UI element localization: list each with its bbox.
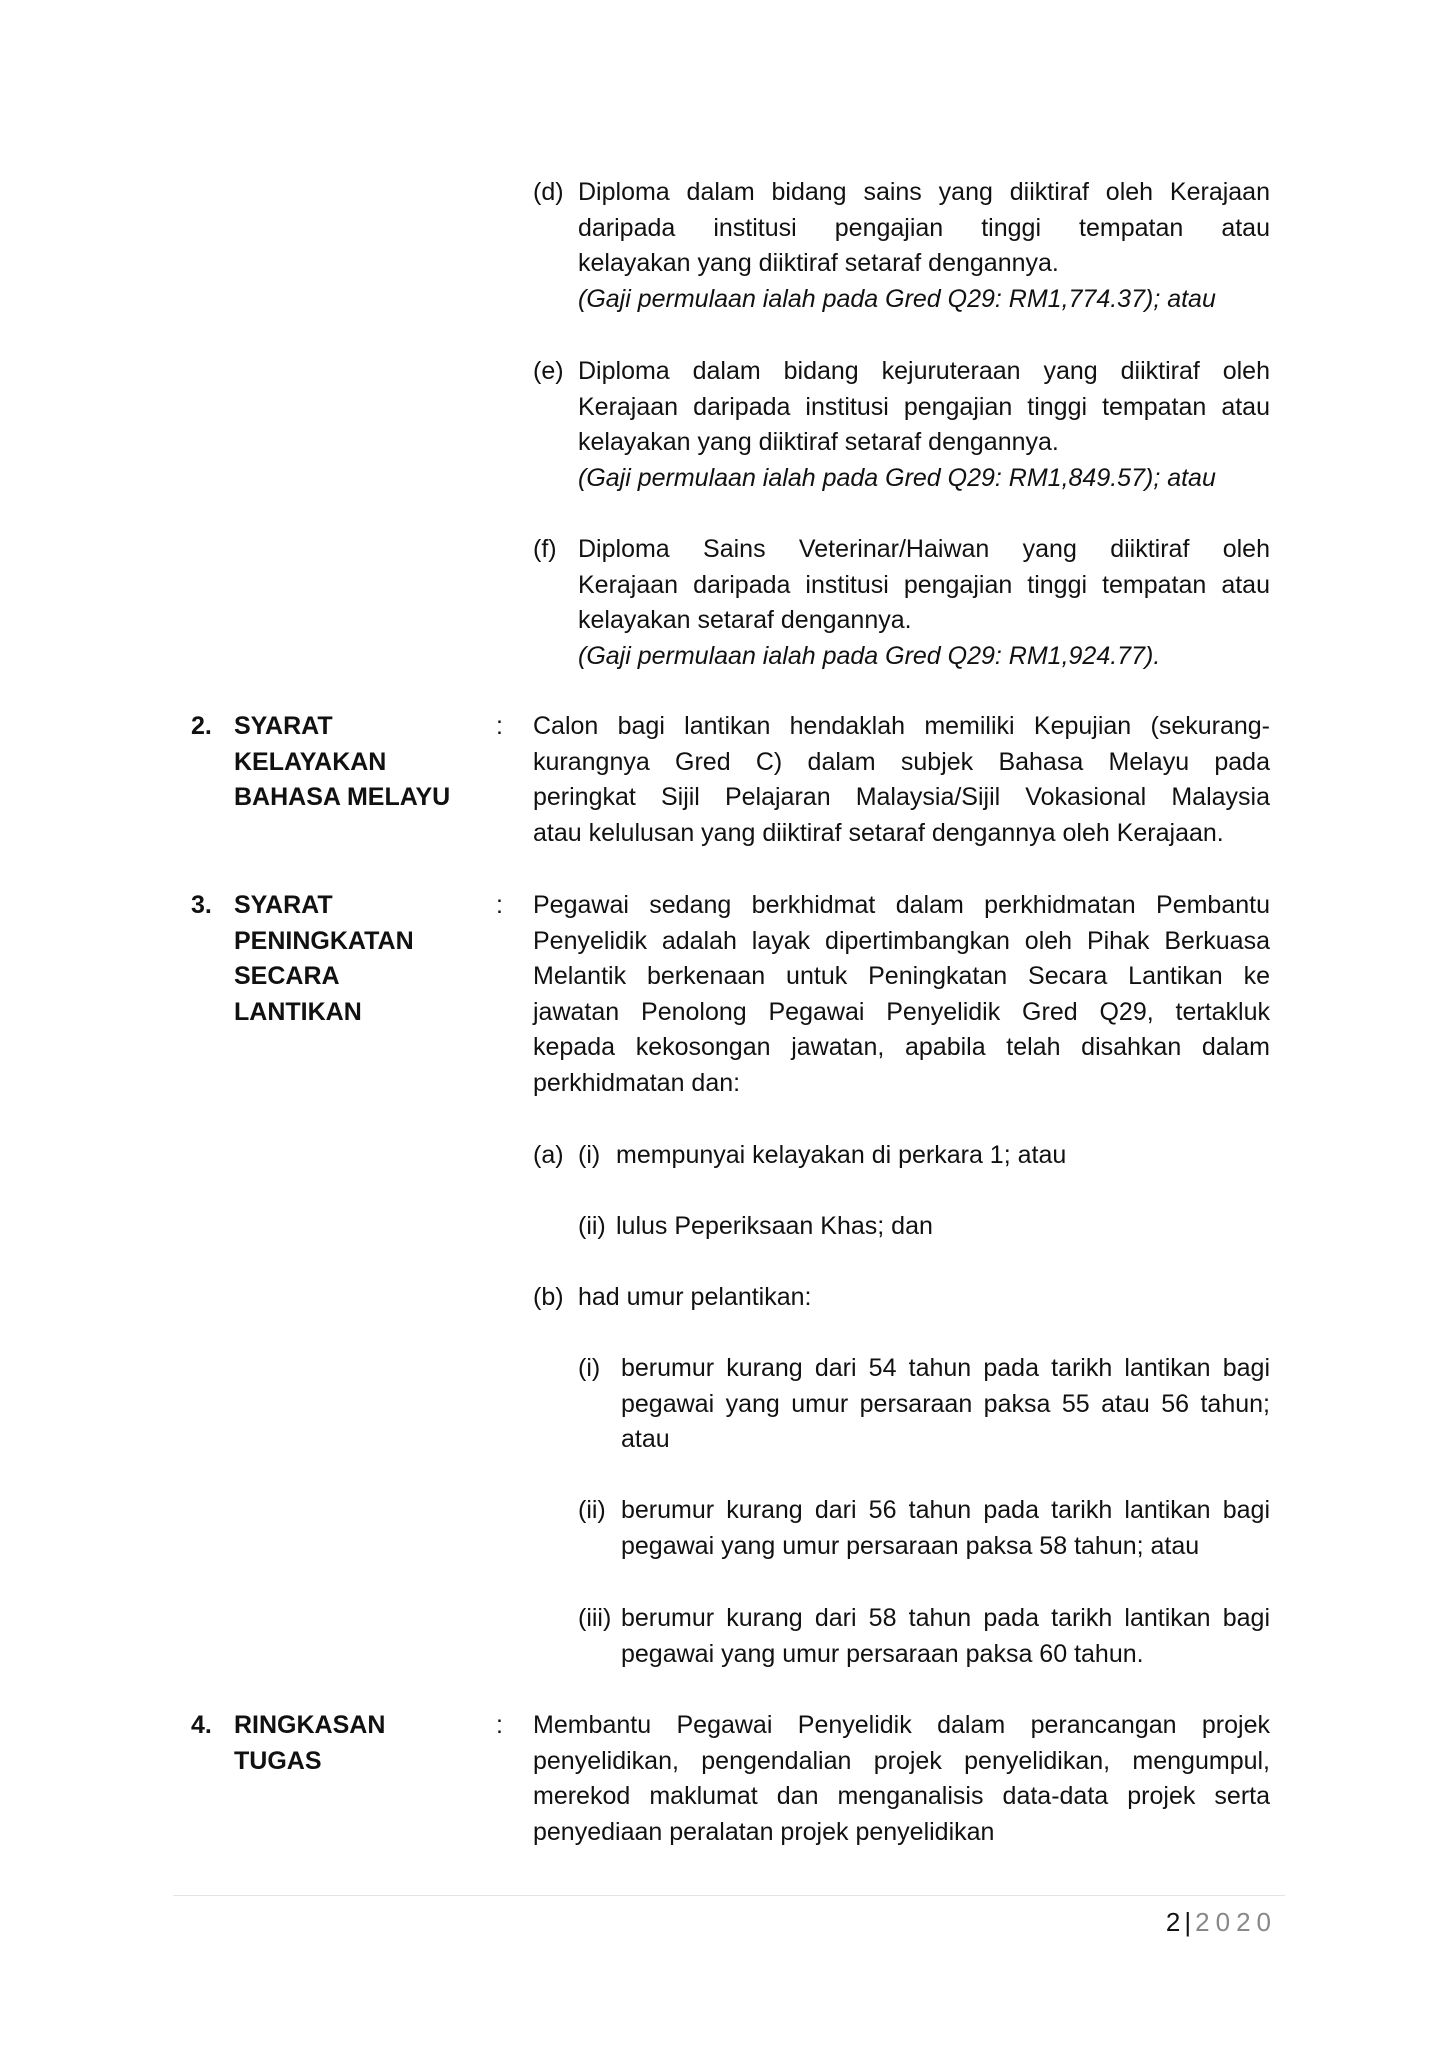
text-line: merekod maklumat dan menganalisis data-data projek serta xyxy=(533,1782,1270,1810)
text-line: SYARAT xyxy=(234,891,333,919)
section-title xyxy=(234,888,414,1030)
section-number: 2. xyxy=(191,712,212,740)
age-item-text xyxy=(621,1493,1270,1564)
age-item-text xyxy=(621,1351,1270,1458)
text-line: Kerajaan daripada institusi pengajian tinggi tempatan atau xyxy=(578,570,1270,599)
text-line: TUGAS xyxy=(234,1746,322,1775)
text-line: SECARA xyxy=(234,962,340,990)
text-line: kurangnya Gred C) dalam subjek Bahasa Melayu pada xyxy=(533,747,1270,776)
text-line: SYARAT xyxy=(234,712,333,740)
text-line: BAHASA MELAYU xyxy=(234,783,451,811)
text-line: berumur kurang dari 54 tahun pada tarikh lantikan bagi xyxy=(621,1354,1270,1382)
footer-separator: | xyxy=(1184,1907,1192,1937)
age-item-text xyxy=(621,1601,1270,1672)
age-item-marker: (i) xyxy=(578,1354,601,1382)
text-line: Melantik berkenaan untuk Peningkatan Secara Lantikan ke xyxy=(533,962,1270,990)
section-text xyxy=(533,709,1270,851)
section-colon: : xyxy=(496,891,503,919)
text-line: atau xyxy=(621,1425,670,1453)
text-line: Kerajaan daripada institusi pengajian tinggi tempatan atau xyxy=(578,392,1270,421)
age-item-marker: (iii) xyxy=(578,1604,612,1632)
footer-divider xyxy=(173,1895,1285,1896)
text-line: berumur kurang dari 58 tahun pada tarikh lantikan bagi xyxy=(621,1604,1270,1632)
salary-note: (Gaji permulaan ialah pada Gred Q29: RM1,924.77). xyxy=(578,641,1161,670)
footer-year: 2020 xyxy=(1195,1907,1277,1937)
text-line: PENINGKATAN xyxy=(234,926,414,955)
sub-marker: (i) xyxy=(578,1141,601,1169)
text-line: peringkat Sijil Pelajaran Malaysia/Sijil Vokasional Malaysia xyxy=(533,783,1270,811)
item-text xyxy=(578,175,1270,282)
item-marker: (f) xyxy=(533,535,557,563)
text-line: RINGKASAN xyxy=(234,1711,386,1739)
salary-note: (Gaji permulaan ialah pada Gred Q29: RM1,849.57); atau xyxy=(578,463,1216,492)
text-line: perkhidmatan dan: xyxy=(533,1068,741,1097)
text-line: kepada kekosongan jawatan, apabila telah disahkan dalam xyxy=(533,1033,1270,1061)
section-number: 3. xyxy=(191,891,212,919)
sub-text: lulus Peperiksaan Khas; dan xyxy=(616,1212,933,1240)
section-text xyxy=(533,1708,1270,1850)
item-text xyxy=(578,532,1270,639)
sub-marker: (ii) xyxy=(578,1212,606,1240)
sub-text: mempunyai kelayakan di perkara 1; atau xyxy=(616,1141,1067,1169)
section-number: 4. xyxy=(191,1711,212,1739)
text-line: berumur kurang dari 56 tahun pada tarikh lantikan bagi xyxy=(621,1496,1270,1524)
item-marker: (d) xyxy=(533,178,564,206)
text-line: kelayakan yang diiktiraf setaraf dengannya. xyxy=(578,249,1059,277)
section-colon: : xyxy=(496,1711,503,1739)
text-line: kelayakan yang diiktiraf setaraf dengannya. xyxy=(578,428,1059,456)
sub-marker: (a) xyxy=(533,1141,564,1169)
text-line: pegawai yang umur persaraan paksa 58 tahun; atau xyxy=(621,1531,1200,1560)
text-line: daripada institusi pengajian tinggi tempatan atau xyxy=(578,213,1270,242)
section-colon: : xyxy=(496,712,503,740)
section-title xyxy=(234,1708,385,1779)
text-line: pegawai yang umur persaraan paksa 60 tahun. xyxy=(621,1639,1144,1668)
text-line: LANTIKAN xyxy=(234,997,362,1026)
sub-text: had umur pelantikan: xyxy=(578,1283,812,1311)
sub-marker: (b) xyxy=(533,1283,564,1311)
text-line: Calon bagi lantikan hendaklah memiliki Kepujian (sekurang- xyxy=(533,712,1270,740)
text-line: kelayakan setaraf dengannya. xyxy=(578,606,912,634)
text-line: penyediaan peralatan projek penyelidikan xyxy=(533,1817,995,1846)
text-line: KELAYAKAN xyxy=(234,747,387,776)
page-footer xyxy=(1166,1904,1277,1940)
text-line: Diploma dalam bidang sains yang diiktiraf oleh Kerajaan xyxy=(578,178,1270,206)
text-line: Penyelidik adalah layak dipertimbangkan oleh Pihak Berkuasa xyxy=(533,926,1270,955)
section-title xyxy=(234,709,450,816)
item-text xyxy=(578,354,1270,461)
text-line: Diploma Sains Veterinar/Haiwan yang diiktiraf oleh xyxy=(578,535,1270,563)
item-marker: (e) xyxy=(533,357,564,385)
salary-note: (Gaji permulaan ialah pada Gred Q29: RM1,774.37); atau xyxy=(578,284,1216,313)
text-line: jawatan Penolong Pegawai Penyelidik Gred Q29, tertakluk xyxy=(533,997,1270,1026)
age-item-marker: (ii) xyxy=(578,1496,606,1524)
section-text xyxy=(533,888,1270,1101)
text-line: atau kelulusan yang diiktiraf setaraf dengannya oleh Kerajaan. xyxy=(533,818,1224,847)
text-line: Diploma dalam bidang kejuruteraan yang diiktiraf oleh xyxy=(578,357,1270,385)
page-number: 2 xyxy=(1165,1907,1181,1937)
text-line: pegawai yang umur persaraan paksa 55 atau 56 tahun; xyxy=(621,1389,1270,1418)
text-line: Membantu Pegawai Penyelidik dalam perancangan projek xyxy=(533,1711,1270,1739)
text-line: penyelidikan, pengendalian projek penyelidikan, mengumpul, xyxy=(533,1746,1270,1775)
text-line: Pegawai sedang berkhidmat dalam perkhidmatan Pembantu xyxy=(533,891,1270,919)
